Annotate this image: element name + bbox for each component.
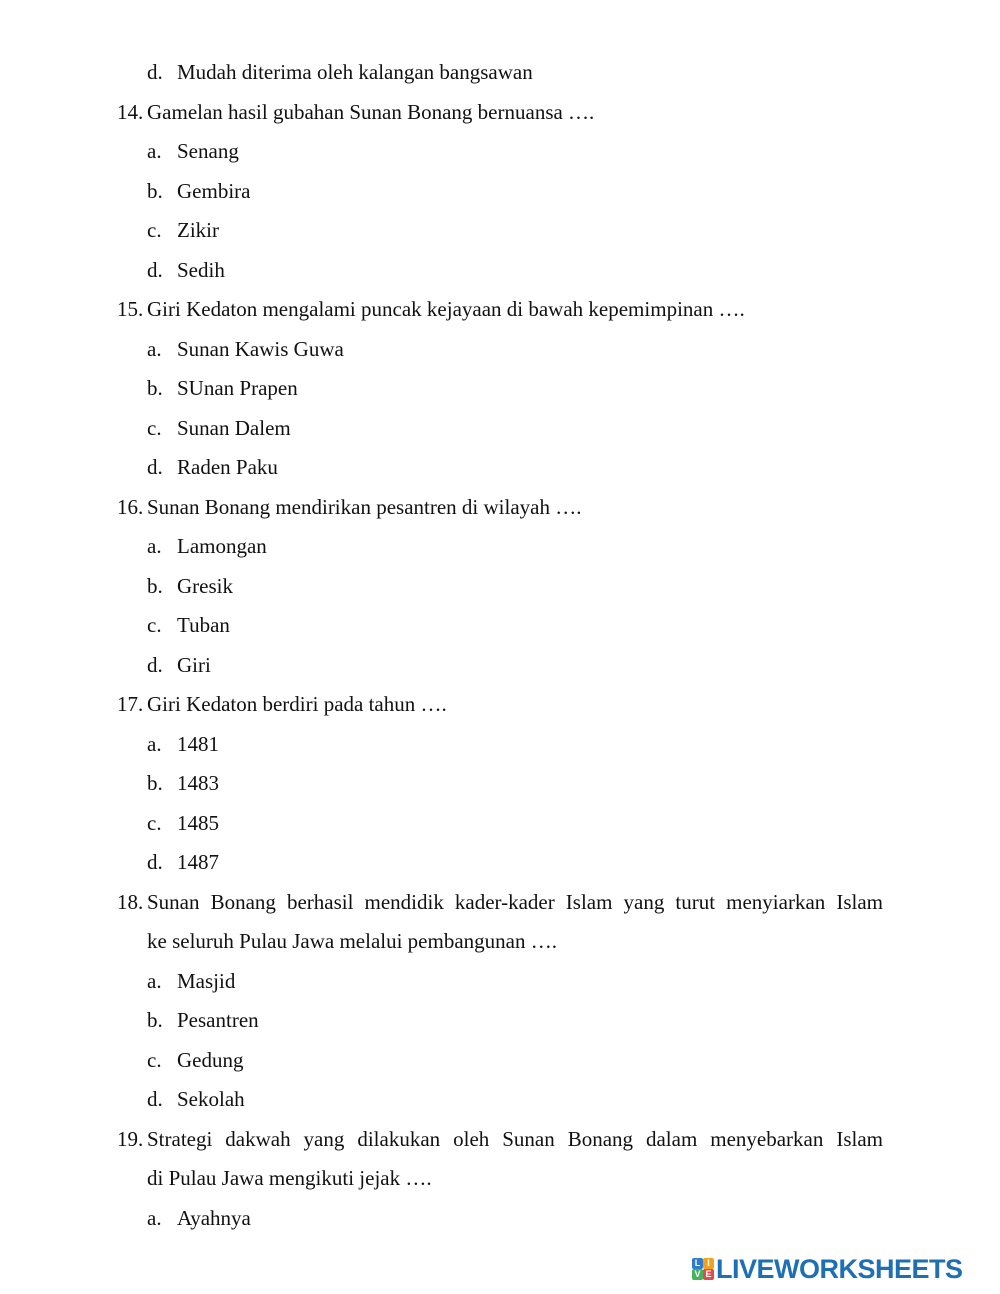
option-text: Raden Paku: [177, 455, 278, 479]
question-text: Gamelan hasil gubahan Sunan Bonang bernuansa ….: [147, 99, 595, 124]
option-letter: a.: [147, 968, 162, 993]
option-letter: d.: [147, 652, 163, 677]
option-text: 1487: [177, 850, 219, 874]
question-number: 14.: [117, 99, 144, 124]
logo-tile: E: [703, 1269, 714, 1280]
question-number: 15.: [117, 297, 144, 321]
option-letter: d.: [147, 1087, 163, 1111]
option-text: Mudah diterima oleh kalangan bangsawan: [177, 60, 533, 84]
option-letter: a.: [147, 534, 162, 558]
logo-tile: I: [703, 1258, 714, 1269]
option-letter: d.: [147, 257, 163, 282]
question-text: Giri Kedaton mengalami puncak kejayaan di bawah kepemimpinan ….: [147, 297, 745, 321]
option-letter: a.: [147, 139, 162, 163]
option-letter: a.: [147, 1205, 162, 1230]
liveworksheets-watermark: [692, 1254, 963, 1284]
option-text: Sedih: [177, 257, 225, 282]
question-text: Strategi dakwah yang dilakukan oleh Sunan Bonang dalam menyebarkan Islam: [147, 1126, 883, 1151]
option-text: Senang: [177, 139, 239, 163]
option-text: 1483: [177, 771, 219, 795]
option-letter: c.: [147, 613, 162, 637]
option-letter: b.: [147, 376, 163, 400]
option-letter: b.: [147, 573, 163, 598]
question-number: 16.: [117, 494, 144, 519]
option-letter: a.: [147, 336, 162, 361]
option-text: Gedung: [177, 1047, 244, 1072]
logo-tile: V: [692, 1269, 703, 1280]
option-text: Sunan Kawis Guwa: [177, 336, 344, 361]
option-text: 1481: [177, 731, 219, 756]
option-letter: d.: [147, 850, 163, 874]
option-text: Tuban: [177, 613, 230, 637]
option-text: Masjid: [177, 968, 236, 993]
option-text: 1485: [177, 810, 219, 835]
liveworksheets-logo-icon: [692, 1258, 714, 1280]
option-letter: c.: [147, 415, 162, 440]
logo-tile: L: [692, 1258, 703, 1269]
option-letter: b.: [147, 1008, 163, 1032]
question-text: Giri Kedaton berdiri pada tahun ….: [147, 692, 447, 716]
question-number: 17.: [117, 692, 144, 716]
option-letter: d.: [147, 455, 163, 479]
option-letter: c.: [147, 810, 162, 835]
question-text: ke seluruh Pulau Jawa melalui pembangunan ….: [147, 929, 557, 953]
option-text: Ayahnya: [177, 1205, 251, 1230]
option-letter: b.: [147, 178, 163, 203]
option-text: Gresik: [177, 573, 233, 598]
question-number: 18.: [117, 889, 144, 914]
option-letter: d.: [147, 60, 163, 84]
option-text: Giri: [177, 652, 211, 677]
option-text: Zikir: [177, 218, 219, 242]
option-text: Lamongan: [177, 534, 267, 558]
option-letter: c.: [147, 1047, 162, 1072]
option-letter: b.: [147, 771, 163, 795]
question-text: di Pulau Jawa mengikuti jejak ….: [147, 1166, 432, 1190]
option-text: Pesantren: [177, 1008, 259, 1032]
question-text: Sunan Bonang mendirikan pesantren di wilayah ….: [147, 494, 582, 519]
option-text: Sunan Dalem: [177, 415, 291, 440]
option-letter: a.: [147, 731, 162, 756]
option-letter: c.: [147, 218, 162, 242]
option-text: Gembira: [177, 178, 251, 203]
option-text: Sekolah: [177, 1087, 245, 1111]
question-number: 19.: [117, 1126, 144, 1151]
question-text: Sunan Bonang berhasil mendidik kader-kader Islam yang turut menyiarkan Islam: [147, 889, 883, 914]
watermark-text: LIVEWORKSHEETS: [716, 1253, 963, 1284]
option-text: SUnan Prapen: [177, 376, 298, 400]
